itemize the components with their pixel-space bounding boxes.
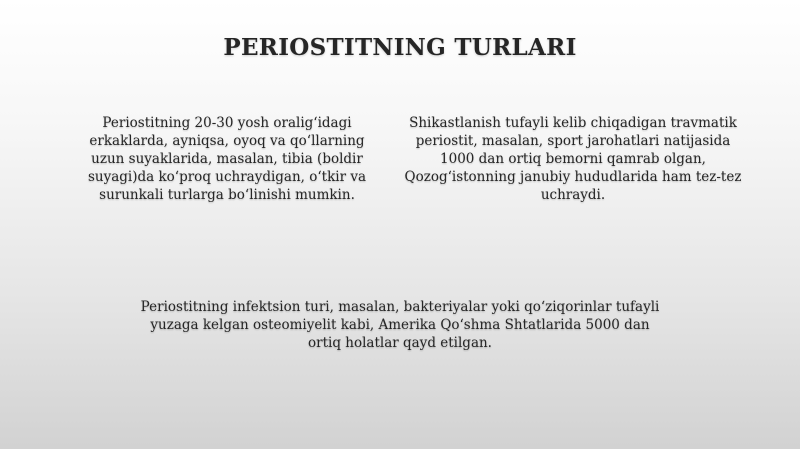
paragraph-age-types: Periostitning 20-30 yosh oralig‘idagi erkaklarda, ayniqsa, oyoq va qo‘llarning uzun suyaklarida, masalan, tibia (boldir suyagi)da ko‘proq uchraydigan, o‘tkir va surunkali turlarga bo‘linishi mumkin. (87, 115, 367, 203)
paragraph-traumatic-periostitis: Shikastlanish tufayli kelib chiqadigan travmatik periostit, masalan, sport jarohatlari natijasida 1000 dan ortiq bemorni qamrab olgan, Qozog‘istonning janubiy hududlarida ham tez-tez uchraydi. (404, 115, 742, 203)
paragraph-infectious-periostitis: Periostitning infektsion turi, masalan, bakteriyalar yoki qo‘ziqorinlar tufayli yuzaga kelgan osteomiyelit kabi, Amerika Qo‘shma Shtatlarida 5000 dan ortiq holatlar qayd etilgan. (140, 299, 660, 351)
slide-title: PERIOSTITNING TURLARI (223, 34, 577, 61)
